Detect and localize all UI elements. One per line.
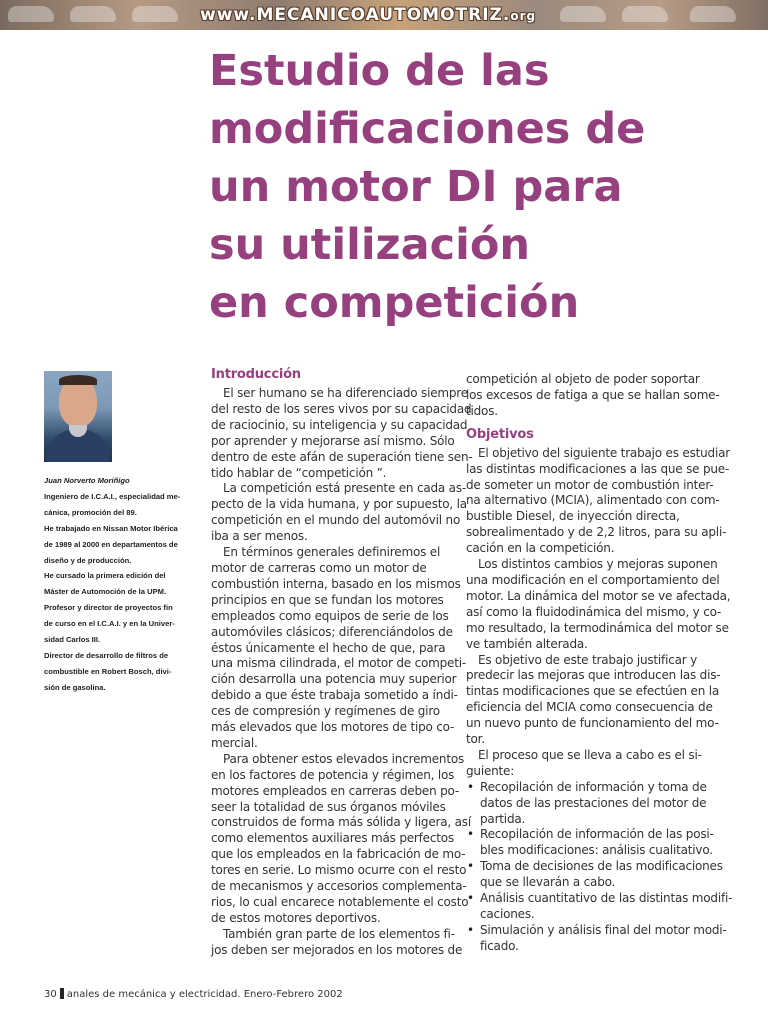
journal-name: anales de mecánica y electricidad. Enero-Febrero 2002: [66, 989, 343, 1000]
paragraph-line: ción desarrolla una potencia muy superior: [211, 672, 457, 687]
page-number: 30: [44, 989, 57, 1000]
paragraph-line: Es objetivo de este trabajo justificar y: [478, 652, 698, 667]
paragraph-line: seer la totalidad de sus órganos móviles: [211, 799, 446, 814]
paragraph-line: dentro de este afán de superación tiene sen-: [211, 449, 473, 464]
car-image: [132, 6, 178, 22]
bio-line: cánica, promoción del 89.: [44, 507, 137, 517]
paragraph-line: jos deben ser mejorados en los motores de: [211, 942, 463, 957]
paragraph-line: motor de carreras como un motor de: [211, 560, 427, 575]
paragraph-line: las distintas modificaciones a las que se pue-: [466, 461, 730, 476]
bullet-item-line: datos de las prestaciones del motor de: [480, 795, 707, 810]
paragraph-line: pecto de la vida humana, y por supuesto, la: [211, 497, 467, 512]
bullet-item-line: caciones.: [480, 907, 535, 921]
paragraph-line: del resto de los seres vivos por su capacidad: [211, 401, 472, 416]
bio-line: Máster de Automoción de la UPM.: [44, 587, 167, 597]
site-url-tld: org: [510, 9, 537, 23]
paragraph-line: Para obtener estos elevados incrementos: [223, 751, 465, 766]
paragraph-line: predecir las mejoras que introducen las dis-: [466, 668, 721, 683]
paragraph-line: que los empleados en la fabricación de mo-: [211, 847, 466, 862]
paragraph-line: bustible Diesel, de inyección directa,: [466, 509, 680, 524]
bio-line: Director de desarrollo de filtros de: [44, 650, 169, 660]
paragraph-line: Los distintos cambios y mejoras suponen: [478, 557, 718, 572]
separator-bar: [60, 988, 64, 999]
paragraph-line: de raciocinio, su inteligencia y su capacidad: [211, 417, 468, 432]
paragraph-line: de someter un motor de combustión inter-: [466, 477, 714, 492]
bullet-item-line: que se llevarán a cabo.: [480, 875, 616, 890]
paragraph-line: de estos motores deportivos.: [211, 910, 381, 925]
paragraph-line: así como la fluidodinámica del mismo, y co-: [466, 604, 722, 619]
site-url-main: www.MECANICOAUTOMOTRIZ.: [200, 5, 511, 25]
paragraph-line: guiente:: [466, 763, 515, 778]
bio-line: sión de gasolina.: [44, 682, 106, 692]
bio-line: He trabajado en Nissan Motor Ibérica: [44, 523, 178, 533]
paragraph-line: debido a que éste trabaja sometido a índi-: [211, 688, 458, 703]
paragraph-line: una misma cilindrada, el motor de competi-: [211, 656, 466, 671]
paragraph-line: cación en la competición.: [466, 541, 615, 556]
bullet-item-line: partida.: [480, 811, 526, 826]
page-footer: [44, 988, 343, 1000]
bullet-list: [466, 779, 733, 955]
paragraph-line: éstos únicamente el hecho de que, para: [211, 640, 446, 655]
site-url[interactable]: [200, 5, 536, 25]
paragraph-line: tidos.: [466, 403, 498, 418]
paragraph-line: sobrealimentado y de 2,2 litros, para su apli-: [466, 525, 727, 540]
car-image: [70, 6, 116, 22]
car-image: [8, 6, 54, 22]
bio-line: de curso en el I.C.A.I. y en la Univer-: [44, 619, 175, 629]
paragraph-line: por aprender y mejorarse así mismo. Sólo: [211, 433, 455, 448]
paragraph-line: También gran parte de los elementos fi-: [223, 926, 455, 941]
site-banner: [0, 0, 768, 30]
paragraph-line: construidos de forma más sólida y ligera, así: [211, 815, 471, 830]
bullet-item-line: bles modificaciones: análisis cualitativo.: [480, 843, 713, 858]
paragraph-line: en los factores de potencia y régimen, los: [211, 767, 455, 782]
paragraph-line: tintas modificaciones que se efectúen en la: [466, 684, 720, 699]
paragraph-line: motores empleados en carreras deben po-: [211, 783, 459, 798]
paragraph-line: tido hablar de “competición ”.: [211, 465, 387, 480]
paragraph-line: ve también alterada.: [466, 636, 588, 651]
paragraph-line: de mecanismos y accesorios complementa-: [211, 879, 467, 894]
title-line: Estudio de las: [209, 46, 550, 96]
section-heading-introduccion: Introducción: [211, 367, 301, 382]
title-line: modificaciones de: [209, 104, 646, 154]
author-bio: [44, 473, 190, 696]
paragraph-line: rios, lo cual encarece notablemente el costo: [211, 895, 469, 909]
paragraph-line: mo resultado, la termodinámica del motor se: [466, 620, 729, 635]
column-right: [466, 372, 733, 955]
paragraph-line: El ser humano se ha diferenciado siempre: [223, 386, 468, 400]
paragraph-line: La competición está presente en cada as-: [223, 481, 467, 496]
paragraph-line: un nuevo punto de funcionamiento del mo-: [466, 716, 719, 731]
bio-line: Profesor y director de proyectos fin: [44, 603, 173, 613]
bullet-item: • Análisis cuantitativo de las distintas modifi-: [466, 891, 702, 907]
car-image: [622, 6, 668, 22]
title-line: un motor DI para: [209, 162, 623, 212]
bullet-item: • Recopilación de información y toma de: [466, 780, 702, 796]
bullet-item: • Simulación y análisis final del motor modi-: [466, 923, 702, 939]
title-line: en competición: [209, 278, 580, 328]
paragraph-line: principios en que se fundan los motores: [211, 592, 444, 607]
paragraph-line: como elementos auxiliares más perfectos: [211, 831, 454, 846]
paragraph-line: motor. La dinámica del motor se ve afectada,: [466, 588, 731, 603]
bio-line: sidad Carlos III.: [44, 635, 101, 645]
bio-line: Ingeniero de I.C.A.I., especialidad me-: [44, 491, 181, 501]
column-left: [211, 364, 473, 959]
bullet-item: • Recopilación de información de las posi-: [466, 827, 702, 843]
paragraph-line: eficiencia del MCIA como consecuencia de: [466, 700, 713, 715]
paragraph-line: empleados como equipos de serie de los: [211, 608, 449, 623]
paragraph-line: automóviles clásicos; diferenciándolos de: [211, 624, 453, 639]
bio-line: diseño y de producción.: [44, 555, 132, 565]
paragraph-line: ces de compresión y regímenes de giro: [211, 704, 440, 719]
article-title: [209, 42, 749, 332]
section-heading-objetivos: Objetivos: [466, 426, 534, 442]
paragraph-line: tor.: [466, 732, 485, 747]
title-line: su utilización: [209, 220, 530, 270]
bullet-item: • Toma de decisiones de las modificaciones: [466, 859, 702, 875]
car-image: [690, 6, 736, 22]
paragraph-line: El proceso que se lleva a cabo es el si-: [478, 747, 702, 762]
bullet-item-line: ficado.: [480, 938, 519, 953]
bio-line: de 1989 al 2000 en departamentos de: [44, 539, 178, 549]
paragraph-line: más elevados que los motores de tipo co-: [211, 720, 455, 735]
bio-line: He cursado la primera edición del: [44, 571, 166, 581]
car-image: [560, 6, 606, 22]
paragraph-line: mercial.: [211, 735, 258, 750]
paragraph-line: competición al objeto de poder soportar: [466, 372, 700, 386]
paragraph-line: competición en el mundo del automóvil no: [211, 513, 461, 528]
paragraph-line: combustión interna, basado en los mismos: [211, 576, 461, 591]
paragraph-line: iba a ser menos.: [211, 529, 308, 544]
author-name: Juan Norverto Moriñigo: [44, 476, 130, 485]
paragraph-line: El objetivo del siguiente trabajo es estudiar: [478, 445, 730, 460]
paragraph-line: los excesos de fatiga a que se hallan some-: [466, 387, 720, 402]
bio-line: combustible en Robert Bosch, divi-: [44, 666, 172, 676]
paragraph-line: En términos generales definiremos el: [223, 545, 441, 560]
paragraph-line: una modificación en el comportamiento del: [466, 572, 720, 587]
paragraph-line: na alternativo (MCIA), alimentado con com-: [466, 493, 720, 508]
paragraph-line: tores en serie. Lo mismo ocurre con el resto: [211, 863, 467, 878]
author-photo: [44, 371, 112, 462]
